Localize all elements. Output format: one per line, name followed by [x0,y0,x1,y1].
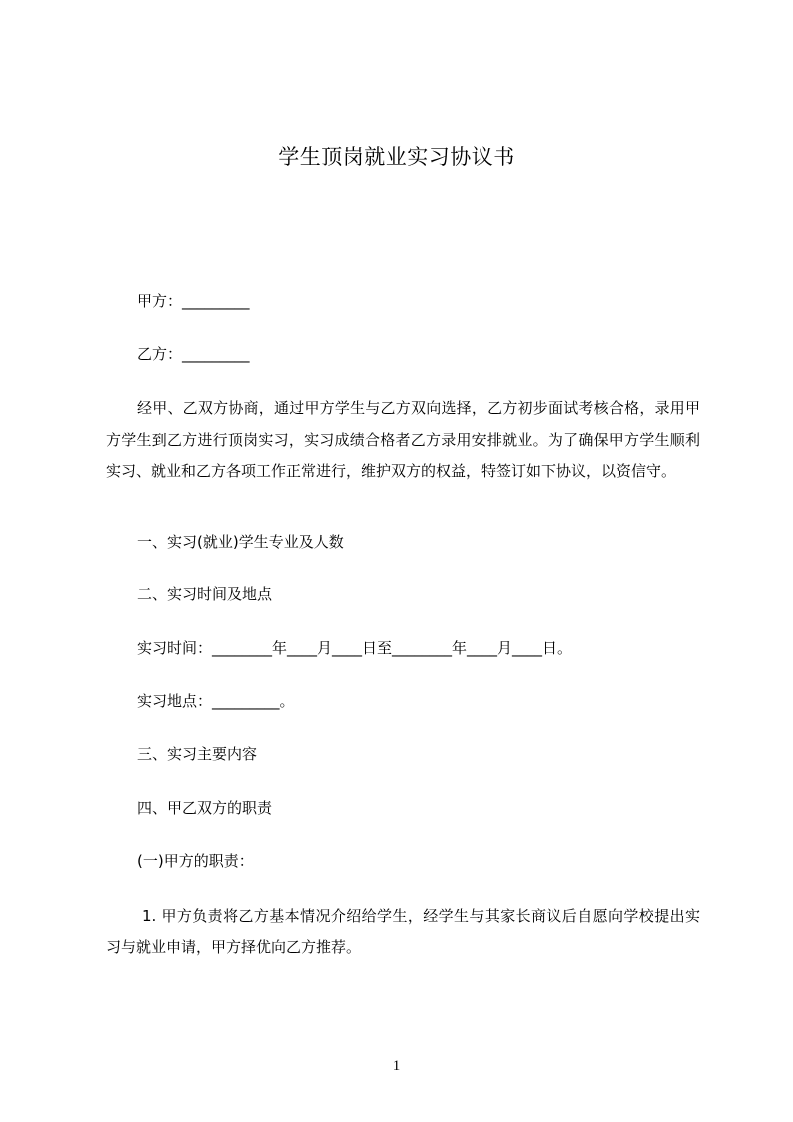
section-1-heading: 一、实习(就业)学生专业及人数 [137,533,344,551]
intern-place-line: 实习地点：_________。 [137,692,295,710]
party-a-line: 甲方：_________ [137,292,250,310]
intern-time-line: 实习时间：________年____月____日至________年____月____日。 [137,639,573,657]
sub-section-1-heading: (一)甲方的职责： [137,852,254,870]
page-number: 1 [392,1058,401,1074]
document-title: 学生顶岗就业实习协议书 [278,145,515,169]
section-2-heading: 二、实习时间及地点 [137,585,273,603]
section-3-heading: 三、实习主要内容 [137,745,258,763]
section-4-heading: 四、甲乙双方的职责 [137,799,273,817]
clause-1-paragraph: 1. 甲方负责将乙方基本情况介绍给学生，经学生与其家长商议后自愿向学校提出实习与就业申请，甲方择优向乙方推荐。 [106,907,700,956]
party-b-line: 乙方：_________ [137,345,250,363]
intro-paragraph: 经甲、乙双方协商，通过甲方学生与乙方双向选择，乙方初步面试考核合格，录用甲方学生到乙方进行顶岗实习，实习成绩合格者乙方录用安排就业。为了确保甲方学生顺利实习、就业和乙方各项工作正常进行，维护双方的权益，特签订如下协议，以资信守。 [106,399,700,481]
